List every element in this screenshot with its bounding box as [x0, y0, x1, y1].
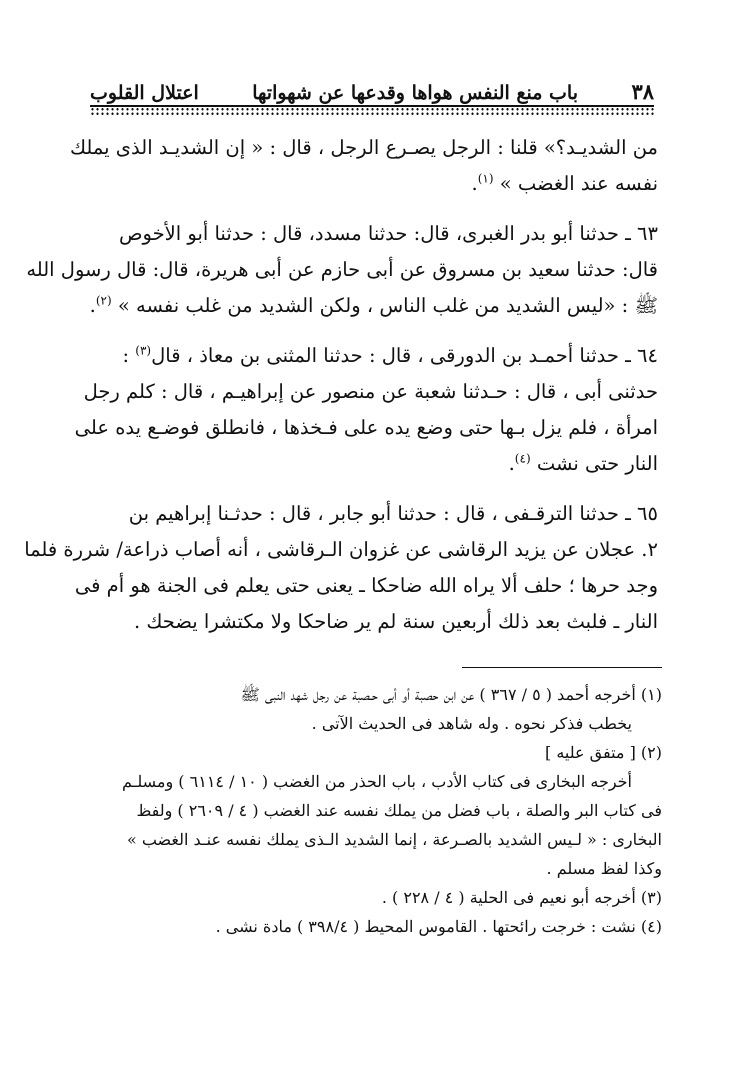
- footnote-divider: [462, 667, 662, 668]
- footnote-line: فى كتاب البر والصلة ، باب فضل من يملك نفسه عند الغضب ( ٤ / ٢٦٠٩ ) ولفظ: [136, 801, 662, 820]
- footnote-ref-2: (٢): [95, 293, 112, 308]
- chapter-title: باب منع النفس هواها وقدعها عن شهواتها: [252, 82, 578, 104]
- text-line: حدثنى أبى ، قال : حـدثنا شعبة عن منصور عن إبراهيـم ، قال : كلم رجل: [83, 380, 658, 403]
- footnote-ref-4: (٤): [514, 451, 531, 466]
- footnote-ref-1: (١): [477, 171, 494, 186]
- footnote-ref-3: (٣): [135, 343, 152, 358]
- footnote-line: (١) أخرجه أحمد ( ٥ / ٣٦٧ ) عن ابن حصبة أو أبى حـصبة عن رجل شهد النبى ﷺ: [240, 685, 662, 704]
- text-line: [92, 338, 658, 374]
- footnote-4: [88, 912, 662, 941]
- header-divider: [90, 105, 654, 116]
- text-line: من الشديـد؟» قلنا : الرجل يصـرع الرجل ، قال : « إن الشديـد الذى يملك: [70, 136, 658, 159]
- paragraph-1: [70, 130, 658, 202]
- text-line: ٦٣ ـ حدثنا أبو بدر الغبرى، قال: حدثنا مسدد، قال : حدثنا أبو الأخوص: [118, 222, 658, 245]
- text-line: نفسه عند الغضب » $^{(١)}$.: [471, 171, 658, 195]
- text-line: قال: حدثنا سعيد بن مسروق عن أبى حازم عن أبى هريرة، قال: قال رسول الله: [26, 258, 658, 281]
- text-line: النار حتى نشت $^{(٤)}$.: [508, 451, 658, 475]
- text-segment: النار حتى نشت: [536, 452, 658, 475]
- text-segment: نفسه عند الغضب »: [499, 172, 658, 195]
- text-line: وجد حرها ؛ حلف ألا يراه الله ضاحكا ـ يعنى حتى يعلم فى الجنة هو أم فى: [74, 574, 658, 597]
- page-number: ٣٨: [631, 79, 654, 104]
- footnote-line: أخرجه البخارى فى كتاب الأدب ، باب الحذر من الغضب ( ١٠ / ٦١١٤ ) ومسلـم: [122, 772, 632, 791]
- footnote-2: [88, 738, 662, 883]
- text-line: ٢. عجلان عن يزيد الرقاشى عن غزوان الـرقاشى ، أنه أصاب ذراعة/ شررة فلما: [24, 538, 658, 561]
- footnote-line: يخطب فذكر نحوه . وله شاهد فى الحديث الآتى .: [311, 714, 632, 733]
- footnote-1: [88, 680, 662, 738]
- paragraph-hadith-63: [26, 216, 658, 324]
- footnote-line: (٢) [ متفق عليه ]: [545, 743, 662, 762]
- text-line: ٦٥ ـ حدثنا الترقـفى ، قال : حدثنا أبو جابر ، قال : حدثـنا إبراهيم بن: [128, 502, 658, 525]
- footnote-line: (٤) نشت : خرجت رائحتها . القاموس المحيط ( ٣٩٨/٤ ) مادة نشى .: [215, 917, 662, 936]
- paragraph-hadith-65: [24, 496, 658, 640]
- text-line: ﷺ : «ليس الشديد من غلب الناس ، ولكن الشديد من غلب نفسه » $^{(٢)}$.: [89, 293, 658, 317]
- text-segment: ٦٤ ـ حدثنا أحمـد بن الدورقى ، قال : حدثنا المثنى بن معاذ ، قال: [151, 344, 658, 367]
- footnote-line: وكذا لفظ مسلم .: [546, 859, 662, 878]
- footnote-3: [88, 883, 662, 912]
- book-title: اعتلال القلوب: [90, 82, 199, 104]
- text-segment: ﷺ : «ليس الشديد من غلب الناس ، ولكن الشديد من غلب نفسه »: [117, 294, 658, 317]
- paragraph-hadith-64: [74, 338, 658, 482]
- page-header: [90, 70, 654, 104]
- text-line: امرأة ، فلم يزل بـها حتى وضع يده على فـخذها ، فانطلق فوضـع يده على: [74, 416, 658, 439]
- main-text: [24, 130, 658, 654]
- footnote-line: (٣) أخرجه أبو نعيم فى الحلية ( ٤ / ٢٢٨ ) .: [381, 888, 662, 907]
- footnote-line: البخارى : « لـيس الشديد بالصـرعة ، إنما الشديد الـذى يملك نفسه عنـد الغضب »: [126, 830, 662, 849]
- text-segment: :: [122, 344, 136, 367]
- footnotes: [88, 680, 662, 941]
- text-line: النار ـ فلبث بعد ذلك أربعين سنة لم ير ضاحكا ولا مكتشرا يضحك .: [133, 610, 658, 633]
